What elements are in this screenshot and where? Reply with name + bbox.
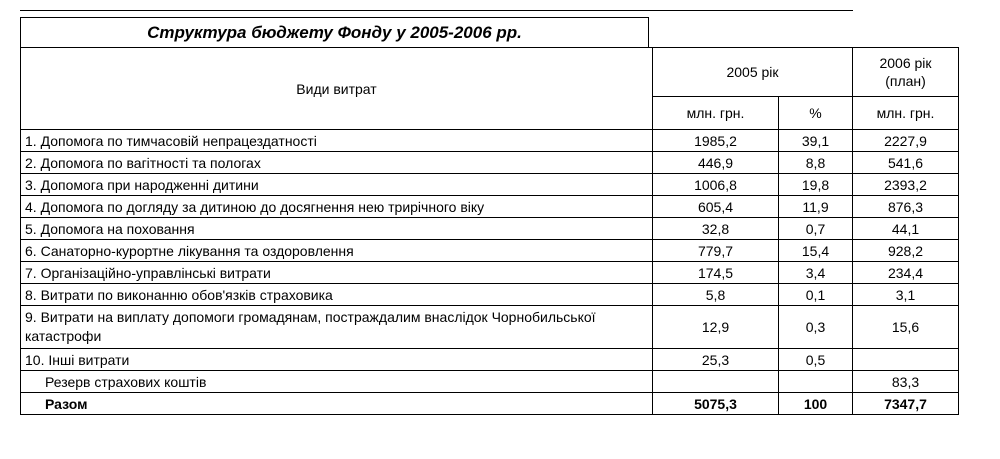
row-value-2005: 779,7 bbox=[653, 240, 779, 262]
row-label: 3. Допомога при народженні дитини bbox=[21, 174, 653, 196]
row-value-2006 bbox=[853, 349, 959, 371]
table-row bbox=[21, 196, 959, 218]
row-percent: 0,5 bbox=[779, 349, 853, 371]
row-value-2005: 12,9 bbox=[653, 306, 779, 349]
header-row-1 bbox=[21, 48, 959, 97]
row-label: 8. Витрати по виконанню обов'язків страховика bbox=[21, 284, 653, 306]
row-value-2005: 1006,8 bbox=[653, 174, 779, 196]
row-value-2005: 25,3 bbox=[653, 349, 779, 371]
row-label: 6. Санаторно-курортне лікування та оздоровлення bbox=[21, 240, 653, 262]
total-row bbox=[21, 393, 959, 415]
row-value-2006: 2227,9 bbox=[853, 130, 959, 152]
table-row bbox=[21, 306, 959, 349]
row-percent: 3,4 bbox=[779, 262, 853, 284]
table-row bbox=[21, 218, 959, 240]
table-row bbox=[21, 284, 959, 306]
table-title: Структура бюджету Фонду у 2005-2006 рр. bbox=[20, 17, 649, 48]
row-percent: 11,9 bbox=[779, 196, 853, 218]
row-value-2005: 32,8 bbox=[653, 218, 779, 240]
unit-2005-header: млн. грн. bbox=[653, 97, 779, 130]
row-value-2005: 174,5 bbox=[653, 262, 779, 284]
budget-table bbox=[20, 47, 959, 415]
row-value-2006: 928,2 bbox=[853, 240, 959, 262]
row-value-2005: 5,8 bbox=[653, 284, 779, 306]
total-label: Разом bbox=[21, 393, 653, 415]
row-value-2005 bbox=[653, 371, 779, 393]
year-2006-header: 2006 рік (план) bbox=[853, 48, 959, 97]
row-value-2006: 2393,2 bbox=[853, 174, 959, 196]
row-percent bbox=[779, 371, 853, 393]
row-label: 9. Витрати на виплату допомоги громадянам, постраждалим внаслідок Чорнобильської катастрофи bbox=[21, 306, 653, 349]
total-2005: 5075,3 bbox=[653, 393, 779, 415]
total-pct: 100 bbox=[779, 393, 853, 415]
table-row bbox=[21, 174, 959, 196]
table-row bbox=[21, 349, 959, 371]
top-rule bbox=[20, 10, 853, 11]
row-value-2006: 541,6 bbox=[853, 152, 959, 174]
row-label: 4. Допомога по догляду за дитиною до досягнення нею трирічного віку bbox=[21, 196, 653, 218]
row-value-2006: 3,1 bbox=[853, 284, 959, 306]
unit-2006-header: млн. грн. bbox=[853, 97, 959, 130]
row-percent: 8,8 bbox=[779, 152, 853, 174]
row-label: 2. Допомога по вагітності та пологах bbox=[21, 152, 653, 174]
row-value-2005: 605,4 bbox=[653, 196, 779, 218]
row-label: 1. Допомога по тимчасовій непрацездатності bbox=[21, 130, 653, 152]
total-2006: 7347,7 bbox=[853, 393, 959, 415]
row-value-2006: 15,6 bbox=[853, 306, 959, 349]
row-value-2006: 83,3 bbox=[853, 371, 959, 393]
table-row bbox=[21, 130, 959, 152]
row-percent: 19,8 bbox=[779, 174, 853, 196]
row-percent: 0,7 bbox=[779, 218, 853, 240]
row-value-2005: 446,9 bbox=[653, 152, 779, 174]
table-row bbox=[21, 240, 959, 262]
row-value-2006: 876,3 bbox=[853, 196, 959, 218]
pct-header: % bbox=[779, 97, 853, 130]
table-row bbox=[21, 371, 959, 393]
table-row bbox=[21, 262, 959, 284]
row-value-2005: 1985,2 bbox=[653, 130, 779, 152]
row-percent: 0,3 bbox=[779, 306, 853, 349]
table-row bbox=[21, 152, 959, 174]
row-label: Резерв страхових коштів bbox=[21, 371, 653, 393]
row-percent: 0,1 bbox=[779, 284, 853, 306]
year-2005-header: 2005 рік bbox=[653, 48, 853, 97]
row-label: 5. Допомога на поховання bbox=[21, 218, 653, 240]
row-value-2006: 234,4 bbox=[853, 262, 959, 284]
row-percent: 39,1 bbox=[779, 130, 853, 152]
row-label: 7. Організаційно-управлінські витрати bbox=[21, 262, 653, 284]
row-label: 10. Інші витрати bbox=[21, 349, 653, 371]
row-value-2006: 44,1 bbox=[853, 218, 959, 240]
row-percent: 15,4 bbox=[779, 240, 853, 262]
col-types-header: Види витрат bbox=[21, 48, 653, 130]
